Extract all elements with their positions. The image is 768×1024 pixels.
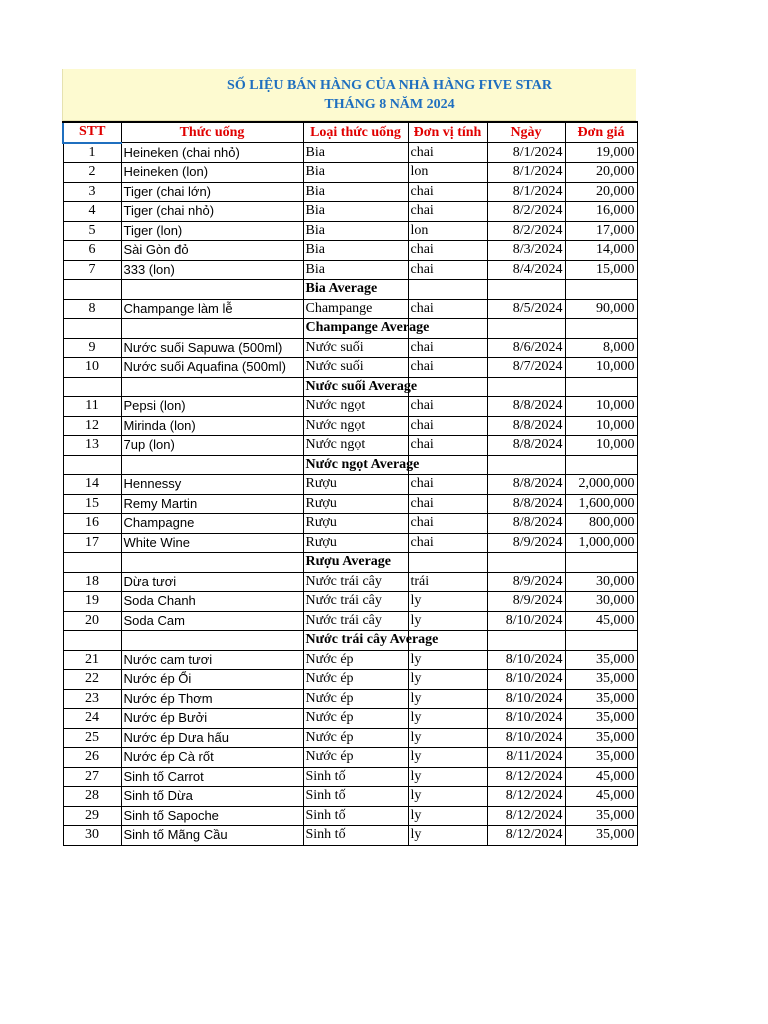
cell-price[interactable]: 35,000 — [565, 728, 637, 748]
cell-date[interactable]: 8/4/2024 — [487, 260, 565, 280]
cell-unit[interactable]: ly — [408, 689, 487, 709]
cell-unit[interactable]: ly — [408, 709, 487, 729]
cell-stt[interactable]: 8 — [63, 299, 121, 319]
cell-date[interactable]: 8/11/2024 — [487, 748, 565, 768]
cell-name[interactable]: Nước ép Bưởi — [121, 709, 303, 729]
cell-type[interactable] — [303, 319, 430, 339]
cell-price[interactable]: 10,000 — [565, 397, 637, 417]
cell-price[interactable]: 16,000 — [565, 202, 637, 222]
cell-name[interactable]: Tiger (chai nhỏ) — [121, 202, 303, 222]
average-row — [63, 455, 637, 475]
cell-name[interactable]: Heineken (lon) — [121, 163, 303, 183]
cell-type[interactable]: Sinh tố — [303, 806, 408, 826]
average-row — [63, 280, 637, 300]
cell-type[interactable]: Rượu — [303, 475, 408, 495]
cell-date[interactable] — [487, 280, 565, 300]
cell-name[interactable]: Pepsi (lon) — [121, 397, 303, 417]
cell-price[interactable]: 20,000 — [565, 182, 637, 202]
cell-stt[interactable] — [63, 553, 121, 573]
cell-unit[interactable]: chai — [408, 436, 487, 456]
cell-stt[interactable]: 11 — [63, 397, 121, 417]
cell-date[interactable]: 8/12/2024 — [487, 826, 565, 846]
cell-price[interactable]: 35,000 — [565, 670, 637, 690]
cell-type[interactable]: Nước suối — [303, 338, 408, 358]
cell-stt[interactable]: 27 — [63, 767, 121, 787]
cell-unit[interactable]: ly — [408, 826, 487, 846]
cell-stt[interactable]: 5 — [63, 221, 121, 241]
cell-unit[interactable]: ly — [408, 592, 487, 612]
cell-price[interactable]: 17,000 — [565, 221, 637, 241]
average-label: Champange Average — [305, 320, 430, 336]
cell-name[interactable]: 333 (lon) — [121, 260, 303, 280]
cell-date[interactable]: 8/9/2024 — [487, 572, 565, 592]
cell-type[interactable]: Nước ngọt — [303, 397, 408, 417]
cell-name[interactable]: Tiger (lon) — [121, 221, 303, 241]
cell-name[interactable]: Hennessy — [121, 475, 303, 495]
cell-name[interactable]: Nước suối Sapuwa (500ml) — [121, 338, 303, 358]
cell-price[interactable]: 45,000 — [565, 611, 637, 631]
average-label: Bia Average — [305, 281, 378, 297]
cell-price[interactable] — [565, 455, 637, 475]
cell-price[interactable]: 15,000 — [565, 260, 637, 280]
average-row — [63, 631, 637, 651]
spreadsheet — [62, 69, 636, 846]
cell-stt[interactable]: 28 — [63, 787, 121, 807]
cell-name[interactable]: Nước cam tươi — [121, 650, 303, 670]
cell-unit[interactable]: chai — [408, 475, 487, 495]
table-row — [63, 436, 637, 456]
cell-unit[interactable]: ly — [408, 767, 487, 787]
cell-price[interactable]: 35,000 — [565, 826, 637, 846]
cell-date[interactable]: 8/2/2024 — [487, 221, 565, 241]
title-band — [62, 69, 636, 121]
cell-stt[interactable]: 15 — [63, 494, 121, 514]
cell-unit[interactable]: lon — [408, 221, 487, 241]
table-row — [63, 670, 637, 690]
cell-type[interactable]: Champange — [303, 299, 408, 319]
cell-unit[interactable]: chai — [408, 241, 487, 261]
cell-unit[interactable]: ly — [408, 611, 487, 631]
cell-name[interactable]: White Wine — [121, 533, 303, 553]
cell-price[interactable]: 45,000 — [565, 767, 637, 787]
cell-date[interactable]: 8/2/2024 — [487, 202, 565, 222]
cell-price[interactable] — [565, 319, 637, 339]
cell-stt[interactable]: 18 — [63, 572, 121, 592]
cell-price[interactable]: 2,000,000 — [565, 475, 637, 495]
header-stt[interactable]: STT — [63, 122, 121, 143]
cell-date[interactable] — [487, 377, 565, 397]
cell-unit[interactable] — [408, 280, 487, 300]
cell-name[interactable]: Champagne — [121, 514, 303, 534]
header-name[interactable]: Thức uống — [121, 122, 303, 143]
cell-date[interactable]: 8/9/2024 — [487, 533, 565, 553]
cell-stt[interactable] — [63, 280, 121, 300]
table-row — [63, 299, 637, 319]
table-row — [63, 533, 637, 553]
cell-type[interactable]: Nước ép — [303, 670, 408, 690]
cell-name[interactable] — [121, 631, 303, 651]
cell-unit[interactable]: chai — [408, 494, 487, 514]
cell-unit[interactable]: chai — [408, 397, 487, 417]
header-date[interactable]: Ngày — [487, 122, 565, 143]
cell-type[interactable] — [303, 377, 418, 397]
cell-stt[interactable] — [63, 631, 121, 651]
cell-stt[interactable]: 20 — [63, 611, 121, 631]
table-body — [63, 143, 637, 846]
cell-stt[interactable] — [63, 319, 121, 339]
cell-date[interactable]: 8/3/2024 — [487, 241, 565, 261]
report-title: SỐ LIỆU BÁN HÀNG CỦA NHÀ HÀNG FIVE STAR — [227, 78, 552, 93]
cell-type[interactable]: Nước ép — [303, 748, 408, 768]
cell-price[interactable]: 10,000 — [565, 436, 637, 456]
cell-stt[interactable]: 16 — [63, 514, 121, 534]
cell-stt[interactable]: 24 — [63, 709, 121, 729]
average-row — [63, 553, 637, 573]
cell-type[interactable]: Bia — [303, 143, 408, 163]
cell-date[interactable]: 8/10/2024 — [487, 689, 565, 709]
table-row — [63, 689, 637, 709]
cell-stt[interactable]: 1 — [63, 143, 121, 163]
cell-name[interactable] — [121, 553, 303, 573]
cell-unit[interactable]: ly — [408, 650, 487, 670]
table-row — [63, 338, 637, 358]
cell-name[interactable]: Remy Martin — [121, 494, 303, 514]
cell-price[interactable]: 45,000 — [565, 787, 637, 807]
table-row — [63, 397, 637, 417]
cell-date[interactable]: 8/1/2024 — [487, 163, 565, 183]
average-label: Nước ngọt Average — [305, 456, 420, 472]
cell-name[interactable]: Nước ép Ổi — [121, 670, 303, 690]
cell-type[interactable]: Bia — [303, 163, 408, 183]
cell-price[interactable]: 20,000 — [565, 163, 637, 183]
cell-date[interactable]: 8/10/2024 — [487, 728, 565, 748]
cell-stt[interactable]: 12 — [63, 416, 121, 436]
cell-price[interactable] — [565, 631, 637, 651]
cell-name[interactable]: Soda Cam — [121, 611, 303, 631]
cell-name[interactable]: Nước ép Dưa hấu — [121, 728, 303, 748]
cell-unit[interactable]: chai — [408, 299, 487, 319]
cell-name[interactable] — [121, 319, 303, 339]
cell-unit[interactable] — [408, 455, 487, 475]
cell-name[interactable] — [121, 455, 303, 475]
cell-name[interactable]: Heineken (chai nhỏ) — [121, 143, 303, 163]
cell-stt[interactable]: 10 — [63, 358, 121, 378]
table-row — [63, 787, 637, 807]
cell-price[interactable]: 35,000 — [565, 709, 637, 729]
cell-name[interactable]: Nước ép Thơm — [121, 689, 303, 709]
cell-price[interactable]: 35,000 — [565, 650, 637, 670]
cell-type[interactable]: Nước trái cây — [303, 592, 408, 612]
cell-price[interactable]: 1,000,000 — [565, 533, 637, 553]
cell-price[interactable]: 30,000 — [565, 572, 637, 592]
cell-type[interactable]: Bia — [303, 202, 408, 222]
table-row — [63, 709, 637, 729]
cell-stt[interactable]: 2 — [63, 163, 121, 183]
cell-name[interactable]: Nước ép Cà rốt — [121, 748, 303, 768]
cell-date[interactable] — [487, 553, 565, 573]
cell-stt[interactable]: 14 — [63, 475, 121, 495]
cell-date[interactable]: 8/9/2024 — [487, 592, 565, 612]
cell-date[interactable]: 8/8/2024 — [487, 494, 565, 514]
table-row — [63, 728, 637, 748]
cell-date[interactable]: 8/6/2024 — [487, 338, 565, 358]
cell-price[interactable]: 8,000 — [565, 338, 637, 358]
cell-date[interactable]: 8/10/2024 — [487, 650, 565, 670]
cell-date[interactable]: 8/1/2024 — [487, 143, 565, 163]
cell-stt[interactable]: 30 — [63, 826, 121, 846]
cell-unit[interactable]: chai — [408, 202, 487, 222]
table-row — [63, 611, 637, 631]
cell-type[interactable]: Rượu — [303, 514, 408, 534]
cell-unit[interactable]: chai — [408, 416, 487, 436]
table-row — [63, 182, 637, 202]
cell-unit[interactable]: chai — [408, 358, 487, 378]
cell-price[interactable]: 800,000 — [565, 514, 637, 534]
cell-name[interactable]: Champange làm lễ — [121, 299, 303, 319]
cell-date[interactable]: 8/7/2024 — [487, 358, 565, 378]
cell-date[interactable]: 8/8/2024 — [487, 416, 565, 436]
cell-price[interactable]: 1,600,000 — [565, 494, 637, 514]
table-row — [63, 494, 637, 514]
cell-price[interactable]: 19,000 — [565, 143, 637, 163]
average-label: Rượu Average — [305, 554, 391, 570]
cell-date[interactable]: 8/12/2024 — [487, 787, 565, 807]
cell-unit[interactable] — [408, 377, 487, 397]
cell-name[interactable] — [121, 377, 303, 397]
cell-name[interactable]: Sinh tố Mãng Cầu — [121, 826, 303, 846]
cell-name[interactable]: Dừa tươi — [121, 572, 303, 592]
cell-name[interactable]: Sinh tố Carrot — [121, 767, 303, 787]
cell-type[interactable]: Bia — [303, 182, 408, 202]
table-row — [63, 806, 637, 826]
cell-date[interactable] — [487, 455, 565, 475]
cell-type[interactable]: Sinh tố — [303, 787, 408, 807]
table-row — [63, 767, 637, 787]
cell-stt[interactable]: 17 — [63, 533, 121, 553]
header-row — [63, 122, 637, 143]
sales-table — [62, 121, 638, 846]
table-row — [63, 592, 637, 612]
average-label: Nước suối Average — [305, 378, 418, 394]
cell-type[interactable]: Sinh tố — [303, 826, 408, 846]
average-row — [63, 377, 637, 397]
header-price[interactable]: Đơn giá — [565, 122, 637, 143]
cell-unit[interactable]: ly — [408, 728, 487, 748]
cell-type[interactable]: Nước trái cây — [303, 572, 408, 592]
cell-price[interactable]: 14,000 — [565, 241, 637, 261]
cell-price[interactable]: 35,000 — [565, 806, 637, 826]
cell-unit[interactable]: chai — [408, 182, 487, 202]
cell-unit[interactable]: chai — [408, 338, 487, 358]
cell-type[interactable]: Nước ép — [303, 689, 408, 709]
cell-stt[interactable]: 3 — [63, 182, 121, 202]
table-row — [63, 241, 637, 261]
cell-stt[interactable]: 21 — [63, 650, 121, 670]
cell-date[interactable] — [487, 319, 565, 339]
cell-unit[interactable]: chai — [408, 514, 487, 534]
cell-price[interactable] — [565, 377, 637, 397]
table-row — [63, 650, 637, 670]
cell-date[interactable]: 8/12/2024 — [487, 806, 565, 826]
cell-stt[interactable]: 7 — [63, 260, 121, 280]
cell-type[interactable]: Sinh tố — [303, 767, 408, 787]
cell-type[interactable]: Nước ngọt — [303, 436, 408, 456]
cell-name[interactable]: Sinh tố Sapoche — [121, 806, 303, 826]
cell-type[interactable] — [303, 455, 420, 475]
cell-type[interactable]: Nước ép — [303, 650, 408, 670]
table-row — [63, 143, 637, 163]
cell-type[interactable] — [303, 280, 408, 300]
cell-price[interactable]: 10,000 — [565, 416, 637, 436]
cell-unit[interactable] — [408, 553, 487, 573]
cell-stt[interactable]: 25 — [63, 728, 121, 748]
cell-price[interactable] — [565, 553, 637, 573]
cell-price[interactable]: 35,000 — [565, 689, 637, 709]
cell-unit[interactable]: chai — [408, 533, 487, 553]
cell-stt[interactable]: 4 — [63, 202, 121, 222]
cell-type[interactable]: Nước ép — [303, 728, 408, 748]
cell-stt[interactable]: 22 — [63, 670, 121, 690]
cell-unit[interactable]: lon — [408, 163, 487, 183]
cell-date[interactable]: 8/5/2024 — [487, 299, 565, 319]
cell-unit[interactable]: ly — [408, 806, 487, 826]
table-row — [63, 748, 637, 768]
cell-date[interactable]: 8/10/2024 — [487, 709, 565, 729]
cell-type[interactable]: Bia — [303, 260, 408, 280]
cell-stt[interactable]: 6 — [63, 241, 121, 261]
cell-type[interactable]: Rượu — [303, 494, 408, 514]
cell-name[interactable]: Sinh tố Dừa — [121, 787, 303, 807]
cell-price[interactable]: 35,000 — [565, 748, 637, 768]
cell-date[interactable] — [487, 631, 565, 651]
cell-date[interactable]: 8/10/2024 — [487, 611, 565, 631]
cell-type[interactable] — [303, 631, 439, 651]
header-unit[interactable]: Đơn vị tính — [408, 122, 487, 143]
table-row — [63, 202, 637, 222]
cell-type[interactable]: Bia — [303, 241, 408, 261]
cell-stt[interactable]: 23 — [63, 689, 121, 709]
cell-date[interactable]: 8/8/2024 — [487, 475, 565, 495]
cell-type[interactable]: Nước trái cây — [303, 611, 408, 631]
table-row — [63, 260, 637, 280]
cell-stt[interactable]: 19 — [63, 592, 121, 612]
cell-unit[interactable]: chai — [408, 143, 487, 163]
cell-stt[interactable] — [63, 377, 121, 397]
cell-unit[interactable]: ly — [408, 670, 487, 690]
cell-stt[interactable]: 9 — [63, 338, 121, 358]
cell-date[interactable]: 8/10/2024 — [487, 670, 565, 690]
table-row — [63, 358, 637, 378]
cell-unit[interactable]: ly — [408, 787, 487, 807]
cell-stt[interactable]: 29 — [63, 806, 121, 826]
cell-type[interactable]: Nước suối — [303, 358, 408, 378]
cell-unit[interactable]: trái — [408, 572, 487, 592]
cell-price[interactable]: 30,000 — [565, 592, 637, 612]
cell-name[interactable]: Mirinda (lon) — [121, 416, 303, 436]
cell-price[interactable]: 10,000 — [565, 358, 637, 378]
cell-unit[interactable]: chai — [408, 260, 487, 280]
cell-price[interactable]: 90,000 — [565, 299, 637, 319]
average-label: Nước trái cây Average — [305, 632, 439, 648]
cell-type[interactable] — [303, 553, 408, 573]
cell-name[interactable]: Soda Chanh — [121, 592, 303, 612]
cell-date[interactable]: 8/12/2024 — [487, 767, 565, 787]
cell-type[interactable]: Nước ép — [303, 709, 408, 729]
cell-date[interactable]: 8/1/2024 — [487, 182, 565, 202]
cell-date[interactable]: 8/8/2024 — [487, 514, 565, 534]
cell-type[interactable]: Nước ngọt — [303, 416, 408, 436]
table-row — [63, 416, 637, 436]
table-row — [63, 514, 637, 534]
cell-name[interactable]: Tiger (chai lớn) — [121, 182, 303, 202]
cell-date[interactable]: 8/8/2024 — [487, 397, 565, 417]
cell-name[interactable]: 7up (lon) — [121, 436, 303, 456]
cell-unit[interactable]: ly — [408, 748, 487, 768]
cell-name[interactable]: Nước suối Aquafina (500ml) — [121, 358, 303, 378]
cell-stt[interactable] — [63, 455, 121, 475]
table-row — [63, 163, 637, 183]
cell-type[interactable]: Bia — [303, 221, 408, 241]
report-subtitle: THÁNG 8 NĂM 2024 — [324, 97, 455, 112]
cell-price[interactable] — [565, 280, 637, 300]
cell-stt[interactable]: 13 — [63, 436, 121, 456]
header-type[interactable]: Loại thức uống — [303, 122, 408, 143]
table-row — [63, 221, 637, 241]
table-row — [63, 475, 637, 495]
table-row — [63, 572, 637, 592]
average-row — [63, 319, 637, 339]
table-row — [63, 826, 637, 846]
cell-name[interactable]: Sài Gòn đỏ — [121, 241, 303, 261]
cell-name[interactable] — [121, 280, 303, 300]
cell-stt[interactable]: 26 — [63, 748, 121, 768]
cell-date[interactable]: 8/8/2024 — [487, 436, 565, 456]
cell-type[interactable]: Rượu — [303, 533, 408, 553]
